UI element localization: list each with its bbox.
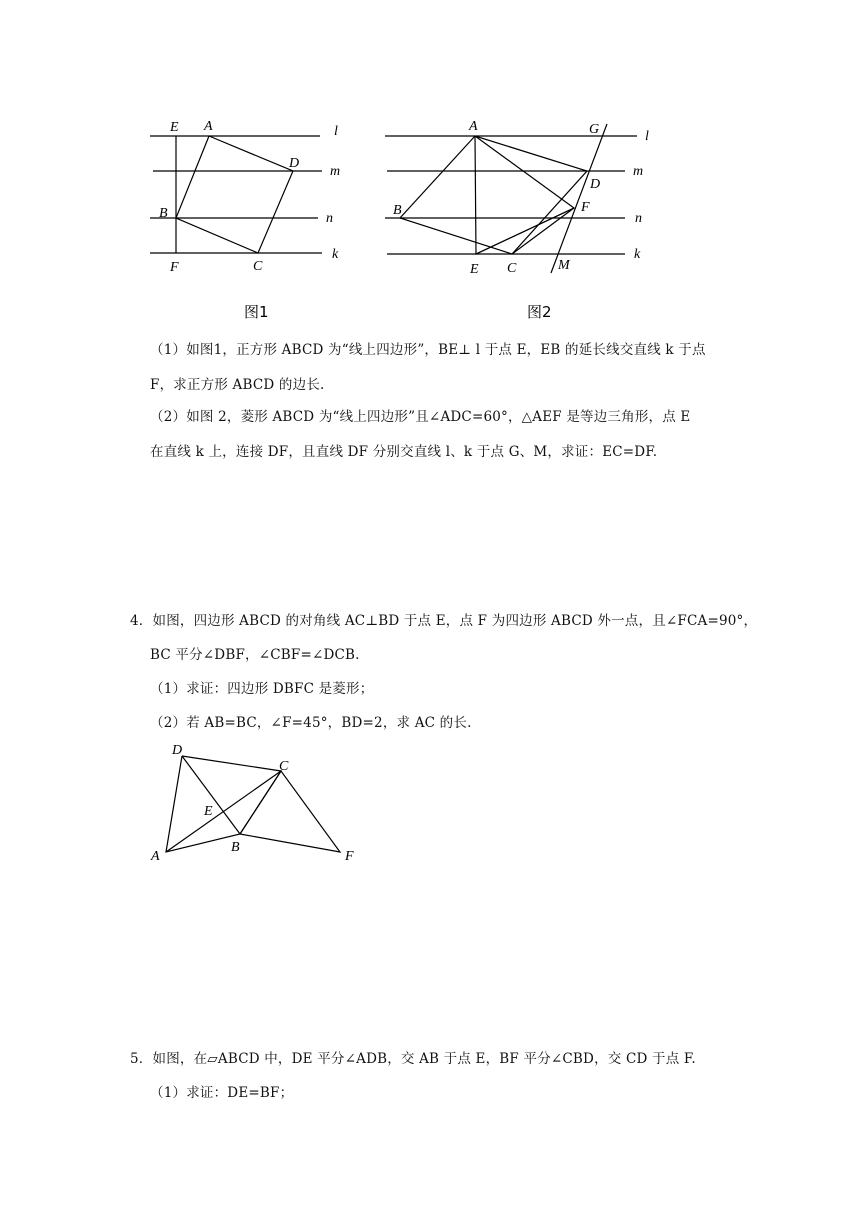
q3-part1-line2: F，求正方形 ABCD 的边长.	[150, 377, 325, 393]
label-c: C	[253, 259, 263, 274]
q4-line2: BC 平分∠DBF，∠CBF=∠DCB.	[150, 647, 360, 663]
figure-2	[380, 115, 660, 325]
label-a: A	[469, 119, 478, 134]
label-d: D	[289, 156, 300, 171]
label-c: C	[507, 261, 517, 276]
label-n: n	[635, 211, 642, 226]
q4-part2: （2）若 AB=BC，∠F=45°，BD=2，求 AC 的长.	[150, 715, 472, 731]
rhombus-abcd	[400, 136, 587, 254]
triangle-bcf	[240, 771, 340, 852]
q3-part2-line2: 在直线 k 上，连接 DF，且直线 DF 分别交直线 l、k 于点 G、M，求证：EC=DF.	[150, 444, 658, 460]
label-d: D	[590, 177, 601, 192]
label-k: k	[634, 247, 641, 262]
label-b: B	[393, 203, 402, 218]
label-e: E	[170, 120, 179, 135]
caption-figure-2: 图2	[527, 303, 552, 321]
triangle-aef	[475, 136, 574, 254]
figure-q4	[145, 738, 365, 868]
square-abcd	[176, 136, 293, 253]
label-l: l	[645, 129, 649, 144]
q3-part2-line1: （2）如图 2，菱形 ABCD 为“线上四边形”且∠ADC=60°，△AEF 是等边三角形，点 E	[150, 409, 691, 425]
label-n: n	[326, 211, 333, 226]
figure-1	[140, 115, 360, 325]
caption-figure-1: 图1	[244, 303, 269, 321]
q5-part1: （1）求证：DE=BF；	[150, 1085, 294, 1101]
diagonal-bd	[182, 756, 240, 834]
label-m: m	[330, 164, 341, 179]
label-m-point: M	[558, 258, 570, 273]
q3-part1-line1: （1）如图1，正方形 ABCD 为“线上四边形”，BE⊥ l 于点 E，EB 的延长线交直线 k 于点	[150, 342, 706, 358]
label-e: E	[470, 262, 479, 277]
label-m: m	[633, 164, 644, 179]
quadrilateral-abcd	[166, 756, 281, 852]
segment-cf	[512, 208, 574, 254]
label-c: C	[279, 759, 289, 774]
segment-ef	[476, 208, 574, 254]
label-e: E	[204, 804, 213, 819]
line-gm	[551, 124, 607, 273]
label-f: F	[170, 260, 179, 275]
label-d: D	[172, 743, 183, 758]
label-b: B	[231, 840, 240, 855]
label-f: F	[581, 200, 590, 215]
q5-line1: 5．如图，在▱ABCD 中，DE 平分∠ADB，交 AB 于点 E，BF 平分∠CBD，交 CD 于点 F.	[130, 1051, 696, 1067]
label-l: l	[334, 124, 338, 139]
q4-line1: 4．如图，四边形 ABCD 的对角线 AC⊥BD 于点 E，点 F 为四边形 ABCD 外一点，且∠FCA=90°，	[130, 613, 758, 629]
label-a: A	[151, 849, 160, 864]
label-k: k	[332, 247, 339, 262]
label-g: G	[589, 122, 600, 137]
label-b: B	[159, 206, 168, 221]
q4-part1: （1）求证：四边形 DBFC 是菱形；	[150, 681, 374, 697]
label-a: A	[204, 119, 213, 134]
label-f: F	[345, 849, 354, 864]
